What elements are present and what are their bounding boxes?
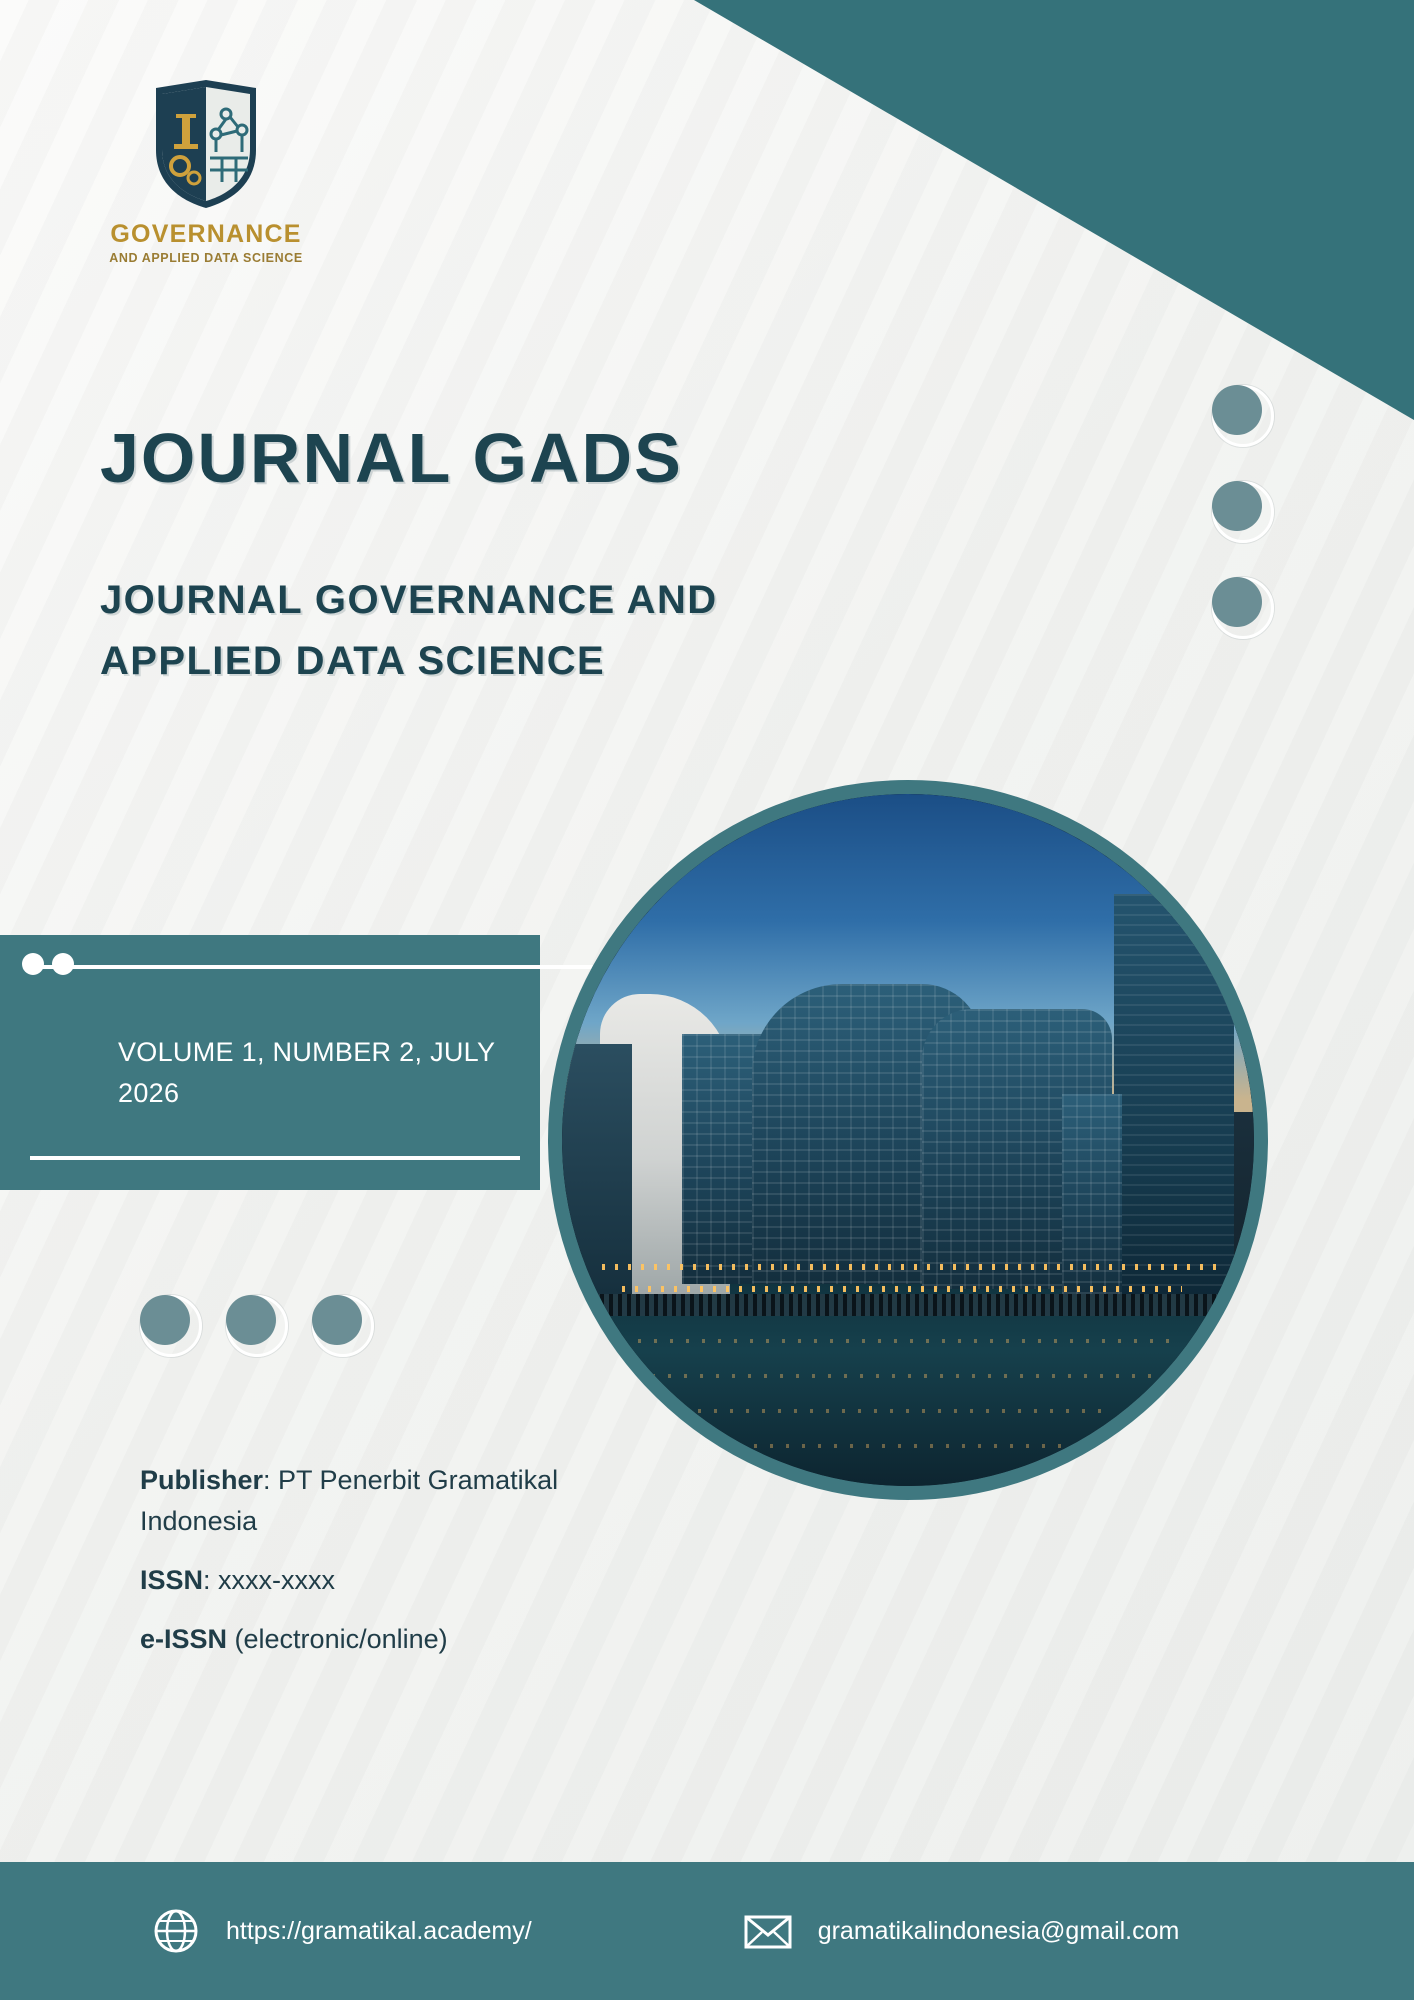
decorative-dot bbox=[312, 1295, 374, 1357]
decorative-dot bbox=[1212, 577, 1274, 639]
envelope-icon bbox=[742, 1905, 794, 1957]
decorative-dot bbox=[226, 1295, 288, 1357]
decorative-dot bbox=[140, 1295, 202, 1357]
band-dots bbox=[22, 953, 74, 975]
volume-text: VOLUME 1, NUMBER 2, JULY 2026 bbox=[118, 1037, 495, 1108]
journal-logo bbox=[96, 78, 316, 265]
globe-icon bbox=[150, 1905, 202, 1957]
publication-info bbox=[140, 1460, 570, 1678]
publisher-label: Publisher bbox=[140, 1465, 264, 1495]
publisher-value: : PT Penerbit Gramatikal Indonesia bbox=[140, 1465, 559, 1537]
eissn-value: (electronic/online) bbox=[227, 1624, 448, 1655]
corner-wedge-decoration bbox=[694, 0, 1414, 420]
shield-emblem-icon bbox=[150, 78, 262, 210]
cover-photo bbox=[548, 780, 1268, 1500]
publisher-line bbox=[140, 1460, 570, 1542]
decorative-dot-row bbox=[140, 1295, 374, 1357]
footer-bar bbox=[0, 1862, 1414, 2000]
page-subtitle: JOURNAL GOVERNANCE AND APPLIED DATA SCIENCE bbox=[100, 578, 718, 683]
band-line-bottom bbox=[30, 1156, 520, 1160]
website-url[interactable]: https://gramatikal.academy/ bbox=[226, 1916, 532, 1945]
issn-value: : xxxx-xxxx bbox=[203, 1565, 336, 1596]
footer-email[interactable] bbox=[742, 1905, 1180, 1957]
issn-line bbox=[140, 1560, 570, 1601]
logo-subtitle: AND APPLIED DATA SCIENCE bbox=[109, 251, 303, 265]
email-address[interactable]: gramatikalindonesia@gmail.com bbox=[817, 1916, 1180, 1945]
band-line-top bbox=[30, 965, 620, 969]
issn-label: ISSN bbox=[140, 1565, 204, 1596]
logo-title: GOVERNANCE bbox=[110, 220, 302, 248]
decorative-dot-stack bbox=[1212, 385, 1274, 673]
eissn-label: e-ISSN bbox=[140, 1624, 228, 1655]
eissn-line bbox=[140, 1619, 570, 1660]
decorative-dot bbox=[1212, 385, 1274, 447]
page-title: JOURNAL GADS bbox=[100, 419, 683, 497]
decorative-dot bbox=[1212, 481, 1274, 543]
footer-website[interactable] bbox=[150, 1905, 532, 1957]
